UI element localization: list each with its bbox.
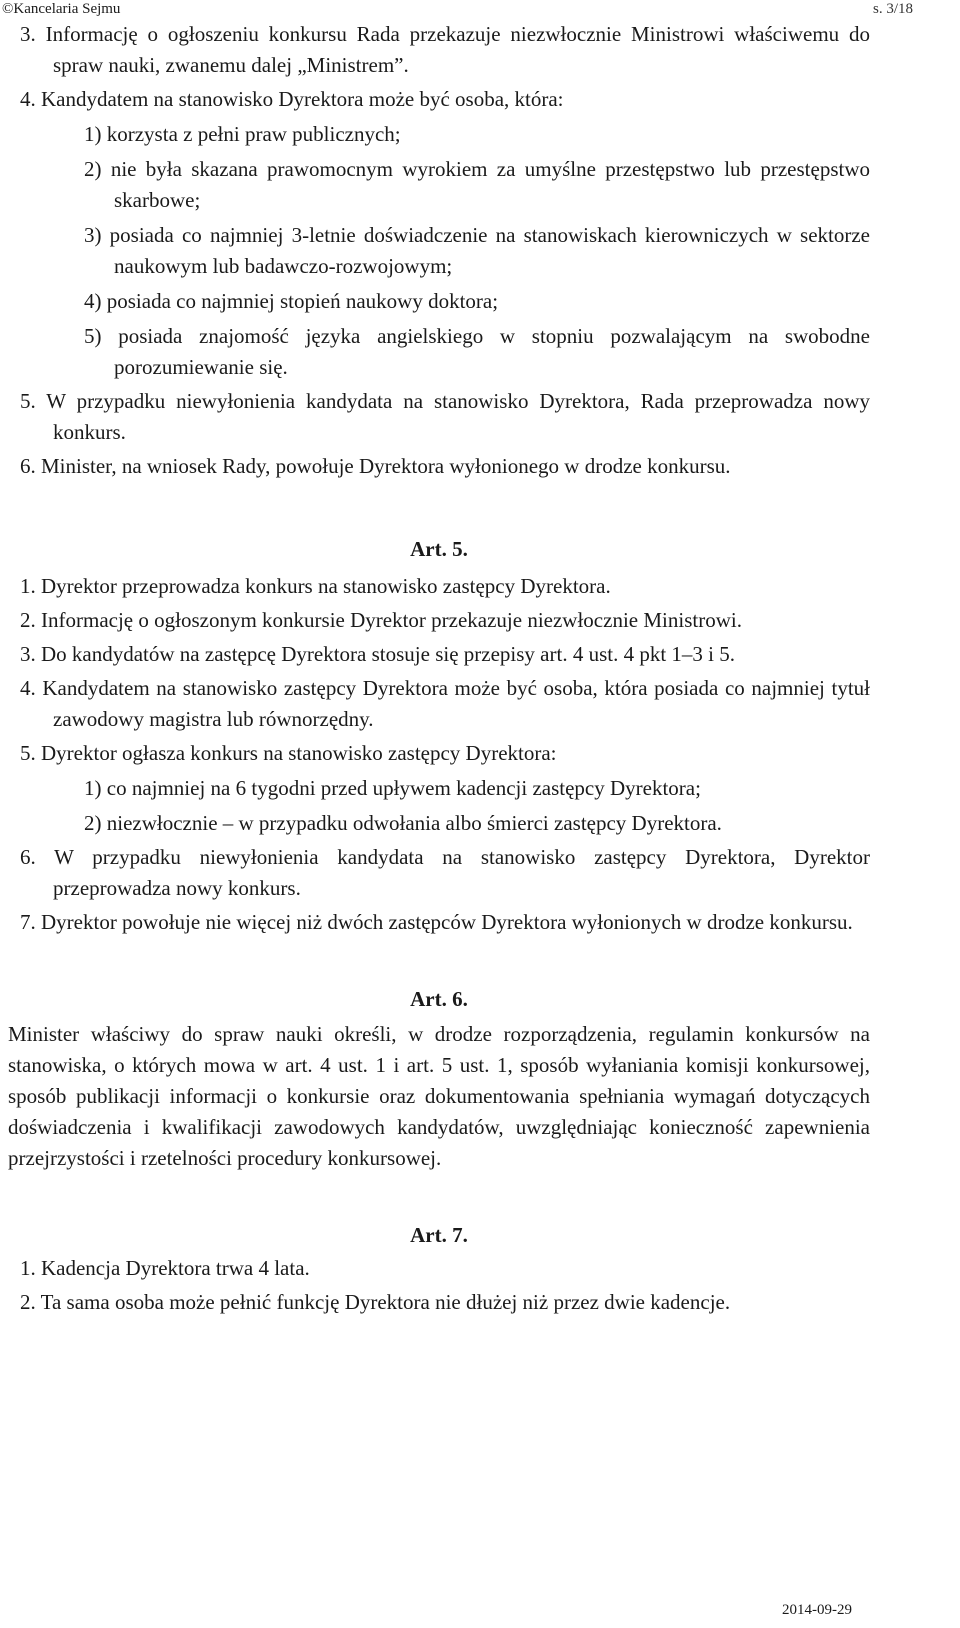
art6-text: Minister właściwy do spraw nauki określi, w drodze rozporządzenia, regulamin konkursów na stanowiska, o których mowa w art. 4 ust. 1 i art. 5 ust. 1, sposób wyłaniania komisji konkursowej, sposób publikacji informacji o konkursie oraz dokumentowania spełniania wymagań dotyczących doświadczenia i kwalifikacji zawodowych kandydatów, uwzględniając konieczność zapewnienia przejrzystości i rzetelności procedury konkursowej. bbox=[8, 1022, 870, 1170]
art4-para-4: 4. Kandydatem na stanowisko Dyrektora może być osoba, która: bbox=[20, 87, 564, 111]
art4-para-6: 6. Minister, na wniosek Rady, powołuje Dyrektora wyłonionego w drodze konkursu. bbox=[20, 454, 731, 478]
art7-para-2: 2. Ta sama osoba może pełnić funkcję Dyrektora nie dłużej niż przez dwie kadencje. bbox=[20, 1290, 731, 1314]
art5-para-5-item-2: 2) niezwłocznie – w przypadku odwołania albo śmierci zastępcy Dyrektora. bbox=[84, 811, 722, 835]
art4-para-4-item-1: 1) korzysta z pełni praw publicznych; bbox=[84, 122, 401, 146]
art7-heading: Art. 7. bbox=[410, 1223, 468, 1247]
art5-para-7: 7. Dyrektor powołuje nie więcej niż dwóch zastępców Dyrektora wyłonionych w drodze konkursu. bbox=[20, 910, 853, 934]
art6-heading: Art. 6. bbox=[410, 987, 468, 1011]
art5-heading: Art. 5. bbox=[410, 537, 468, 561]
art4-para-4-item-4: 4) posiada co najmniej stopień naukowy doktora; bbox=[84, 289, 499, 313]
art5-para-2: 2. Informację o ogłoszonym konkursie Dyrektor przekazuje niezwłocznie Ministrowi. bbox=[20, 608, 742, 632]
art5-para-1: 1. Dyrektor przeprowadza konkurs na stanowisko zastępcy Dyrektora. bbox=[20, 574, 611, 598]
art5-para-6: 6. W przypadku niewyłonienia kandydata na stanowisko zastępcy Dyrektora, Dyrektor przeprowadza nowy konkurs. bbox=[20, 845, 870, 900]
art4-para-4-item-2: 2) nie była skazana prawomocnym wyrokiem za umyślne przestępstwo lub przestępstwo skarbowe; bbox=[84, 157, 870, 212]
document-body bbox=[8, 19, 870, 1318]
art4-para-4-item-3: 3) posiada co najmniej 3-letnie doświadczenie na stanowiskach kierowniczych w sektorze naukowym lub badawczo-rozwojowym; bbox=[84, 223, 870, 278]
art5-para-5: 5. Dyrektor ogłasza konkurs na stanowisko zastępcy Dyrektora: bbox=[20, 741, 557, 765]
art5-para-5-item-1: 1) co najmniej na 6 tygodni przed upływem kadencji zastępcy Dyrektora; bbox=[84, 776, 701, 800]
page-footer-date: 2014-09-29 bbox=[782, 1602, 852, 1618]
art5-para-3: 3. Do kandydatów na zastępcę Dyrektora stosuje się przepisy art. 4 ust. 4 pkt 1–3 i 5. bbox=[20, 642, 735, 666]
art4-para-5: 5. W przypadku niewyłonienia kandydata na stanowisko Dyrektora, Rada przeprowadza nowy konkurs. bbox=[20, 389, 870, 444]
art7-para-1: 1. Kadencja Dyrektora trwa 4 lata. bbox=[20, 1256, 310, 1280]
page-number: s. 3/18 bbox=[873, 1, 914, 17]
source-label: ©Kancelaria Sejmu bbox=[2, 1, 121, 17]
art5-para-4: 4. Kandydatem na stanowisko zastępcy Dyrektora może być osoba, która posiada co najmniej tytuł zawodowy magistra lub równorzędny. bbox=[20, 676, 870, 731]
art4-para-3: 3. Informację o ogłoszeniu konkursu Rada przekazuje niezwłocznie Ministrowi właściwemu do spraw nauki, zwanemu dalej „Ministrem”. bbox=[20, 22, 870, 77]
art4-para-4-item-5: 5) posiada znajomość języka angielskiego w stopniu pozwalającym na swobodne porozumiewanie się. bbox=[84, 324, 870, 379]
